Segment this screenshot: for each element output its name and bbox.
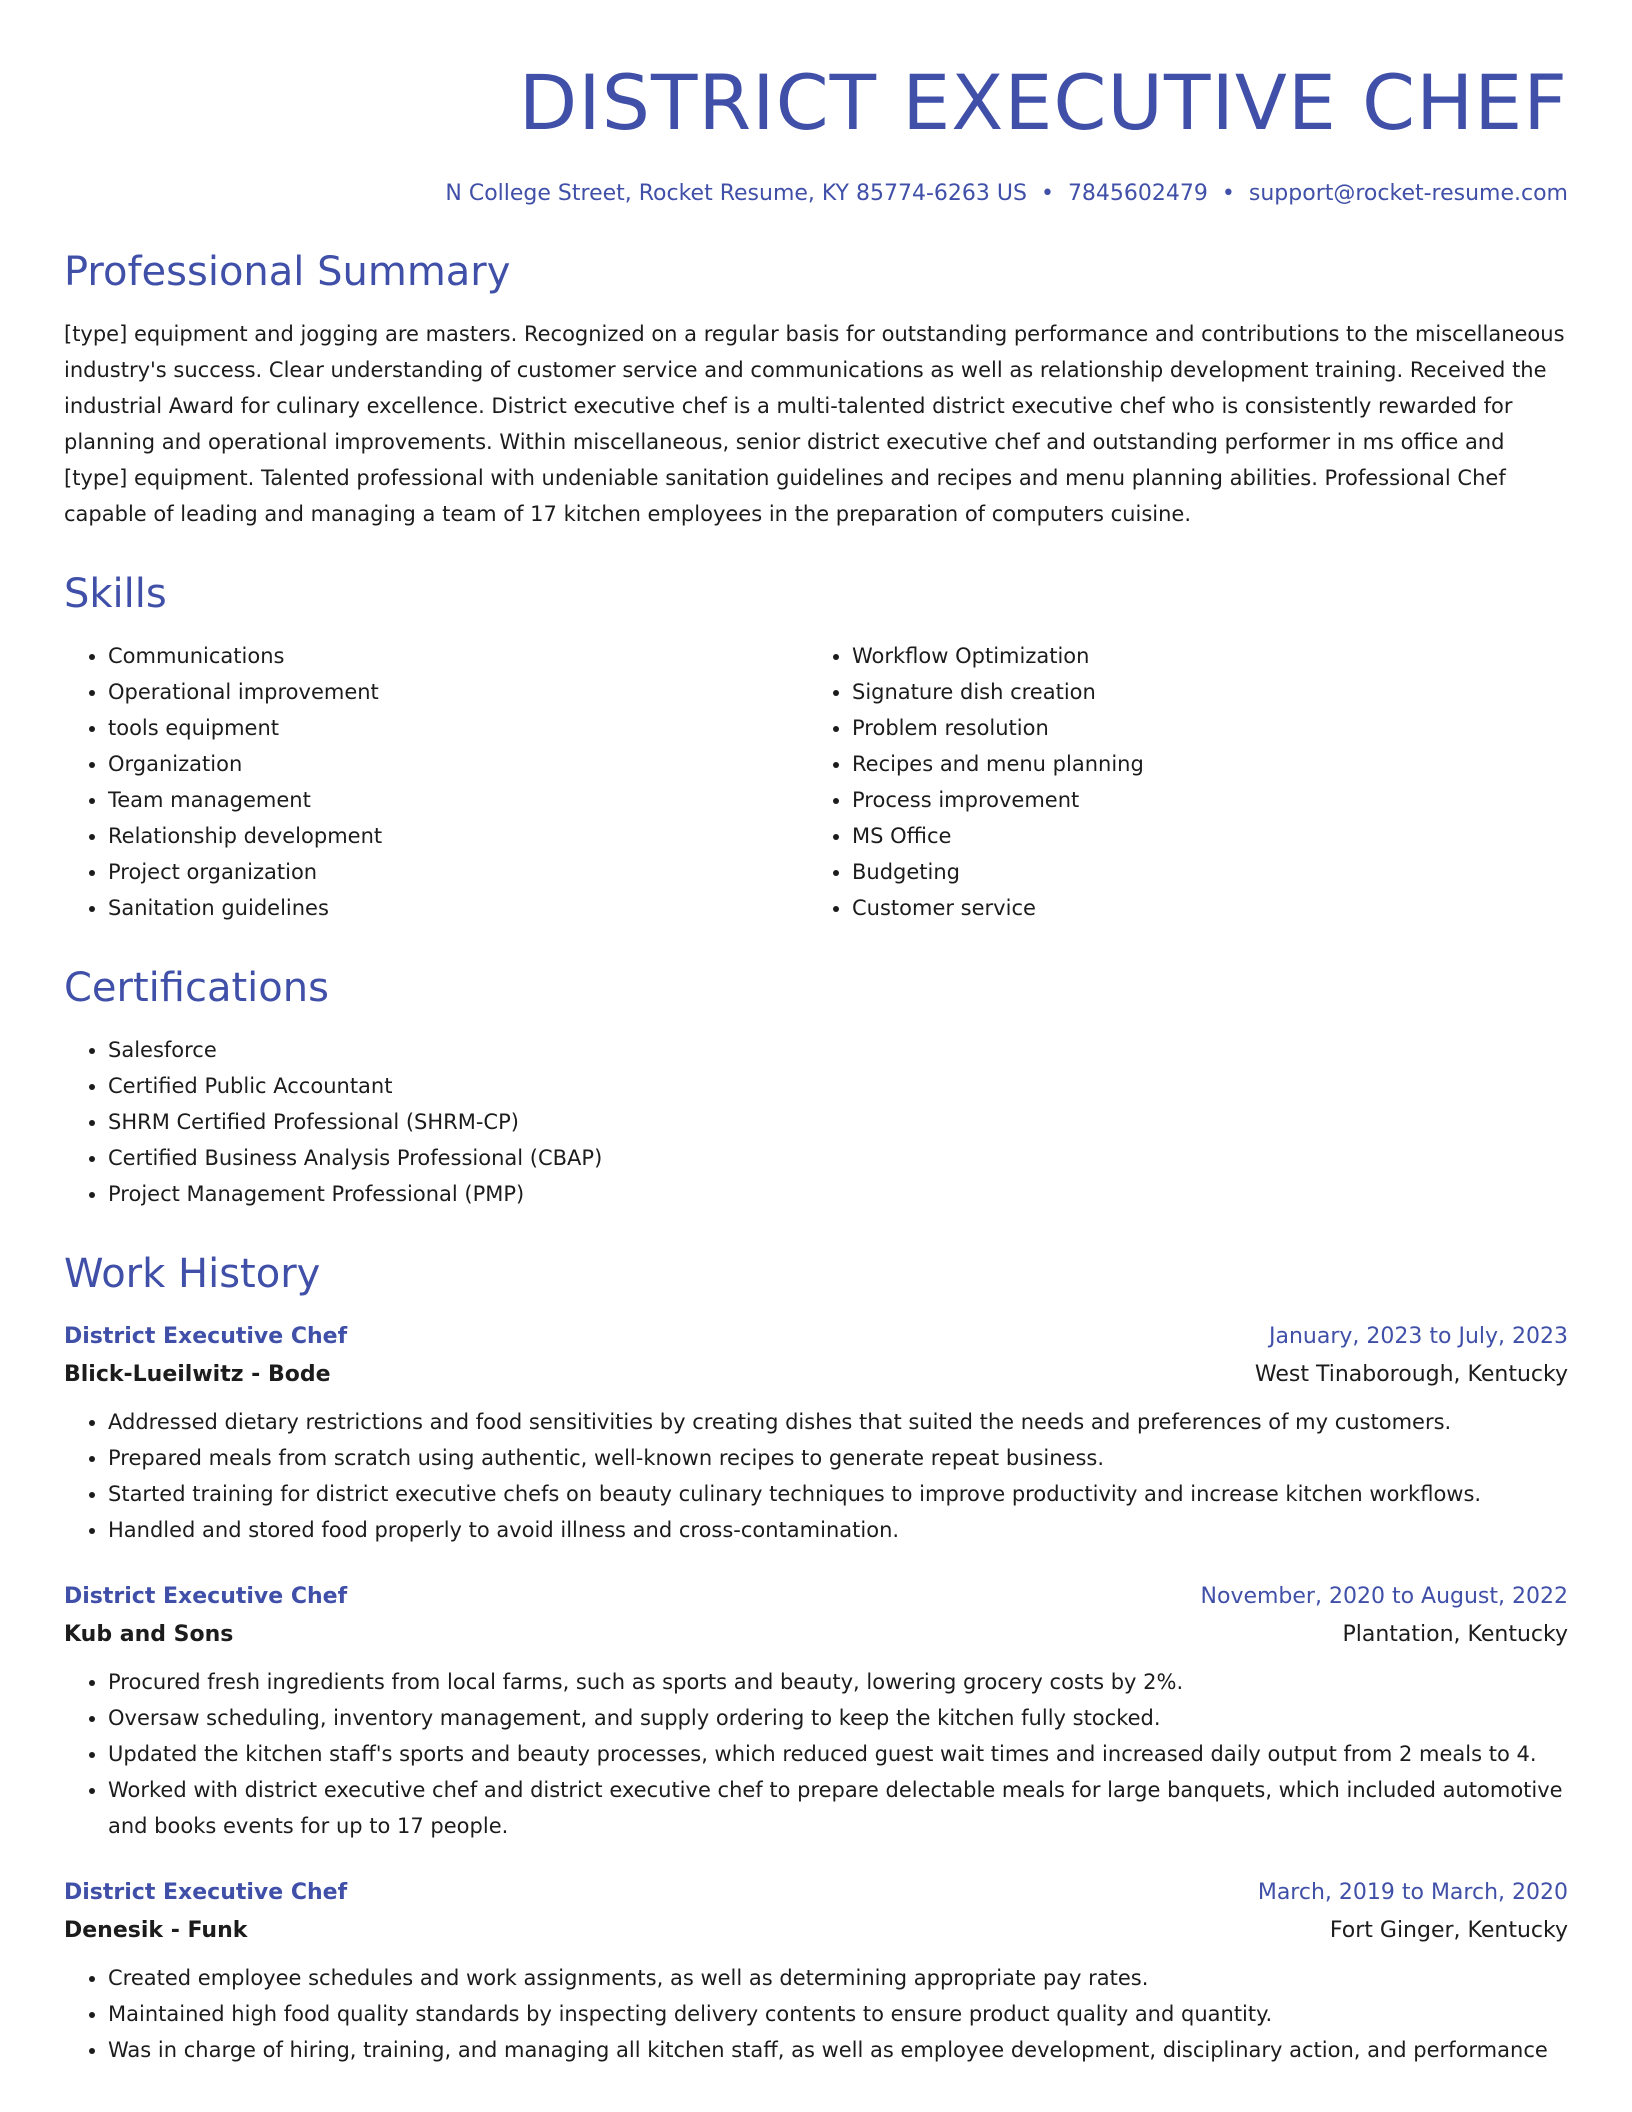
skills-list-left xyxy=(64,638,804,926)
job-title: District Executive Chef xyxy=(64,1324,348,1349)
certifications-list xyxy=(64,1032,1568,1212)
candidate-name: DISTRICT EXECUTIVE CHEF xyxy=(518,58,1568,147)
contact-email[interactable]: support@rocket-resume.com xyxy=(1248,181,1568,206)
contact-address: N College Street, Rocket Resume, KY 85774-6263 US xyxy=(445,181,1027,206)
job-bullet: • Prepared meals from scratch using authentic, well-known recipes to generate repeat business. xyxy=(108,1440,1568,1476)
skill-item: • Recipes and menu planning xyxy=(852,746,1548,782)
summary-text: [type] equipment and jogging are masters. Recognized on a regular basis for outstanding performance and contributions to the miscellaneous industry's success. Clear understanding of customer service and communications as well as relationship development training. Received the industrial Award for culinary excellence. District executive chef is a multi-talented district executive chef who is consistently rewarded for planning and operational improvements. Within miscellaneous, senior district executive chef and outstanding performer in ms office and [type] equipment. Talented professional with undeniable sanitation guidelines and recipes and menu planning abilities. Professional Chef capable of leading and managing a team of 17 kitchen employees in the preparation of computers cuisine. xyxy=(64,322,1565,526)
certifications-section xyxy=(64,964,1568,1212)
skill-item: • MS Office xyxy=(852,818,1548,854)
skills-section xyxy=(64,570,1568,926)
job-location: Fort Ginger, Kentucky xyxy=(1329,1918,1568,1943)
contact-separator: • xyxy=(1040,181,1054,206)
job-title-row xyxy=(64,1874,1568,1912)
summary-section xyxy=(64,248,1568,532)
job-title-row xyxy=(64,1318,1568,1356)
work-history-section xyxy=(64,1250,1568,2068)
job-bullet: • Handled and stored food properly to avoid illness and cross-contamination. xyxy=(108,1512,1568,1548)
job-title-row xyxy=(64,1578,1568,1616)
job-company-row xyxy=(64,1616,1568,1654)
job-bullet: • Was in charge of hiring, training, and managing all kitchen staff, as well as employee development, disciplinary action, and performance xyxy=(108,2032,1568,2068)
job-company: Denesik - Funk xyxy=(64,1918,248,1943)
skill-item: • Relationship development xyxy=(108,818,804,854)
job-title: District Executive Chef xyxy=(64,1584,348,1609)
certification-item: • Certified Public Accountant xyxy=(108,1068,1568,1104)
job-bullets xyxy=(64,1960,1568,2068)
job-bullets xyxy=(64,1664,1568,1844)
job-title: District Executive Chef xyxy=(64,1880,348,1905)
job-bullet: • Oversaw scheduling, inventory management, and supply ordering to keep the kitchen fully stocked. xyxy=(108,1700,1568,1736)
skill-item: • Process improvement xyxy=(852,782,1548,818)
skill-item: • Customer service xyxy=(852,890,1548,926)
certification-item: • Project Management Professional (PMP) xyxy=(108,1176,1568,1212)
job-dates: March, 2019 to March, 2020 xyxy=(1257,1880,1568,1905)
job-bullet: • Procured fresh ingredients from local farms, such as sports and beauty, lowering grocery costs by 2%. xyxy=(108,1664,1568,1700)
certification-item: • SHRM Certified Professional (SHRM-CP) xyxy=(108,1104,1568,1140)
job-entry xyxy=(64,1578,1568,1844)
skill-item: • Budgeting xyxy=(852,854,1548,890)
skill-item: • Workflow Optimization xyxy=(852,638,1548,674)
job-entry xyxy=(64,1318,1568,1548)
skill-item: • Signature dish creation xyxy=(852,674,1548,710)
contact-phone: 7845602479 xyxy=(1067,181,1208,206)
job-bullet: • Updated the kitchen staff's sports and beauty processes, which reduced guest wait times and increased daily output from 2 meals to 4. xyxy=(108,1736,1568,1772)
contact-line xyxy=(64,178,1568,210)
certification-item: • Certified Business Analysis Professional (CBAP) xyxy=(108,1140,1568,1176)
work-history-heading: Work History xyxy=(64,1251,321,1297)
job-company-row xyxy=(64,1356,1568,1394)
job-bullet: • Addressed dietary restrictions and food sensitivities by creating dishes that suited the needs and preferences of my customers. xyxy=(108,1404,1568,1440)
skill-item: • tools equipment xyxy=(108,710,804,746)
skill-item: • Project organization xyxy=(108,854,804,890)
certification-item: • Salesforce xyxy=(108,1032,1568,1068)
job-company-row xyxy=(64,1912,1568,1950)
job-location: West Tinaborough, Kentucky xyxy=(1254,1362,1568,1387)
skill-item: • Communications xyxy=(108,638,804,674)
job-bullet: • Created employee schedules and work assignments, as well as determining appropriate pay rates. xyxy=(108,1960,1568,1996)
job-bullets xyxy=(64,1404,1568,1548)
summary-heading: Professional Summary xyxy=(64,249,511,295)
job-company: Blick-Lueilwitz - Bode xyxy=(64,1362,331,1387)
resume-header xyxy=(64,48,1568,210)
job-bullet: • Started training for district executive chefs on beauty culinary techniques to improve productivity and increase kitchen workflows. xyxy=(108,1476,1568,1512)
job-bullet: • Maintained high food quality standards by inspecting delivery contents to ensure product quality and quantity. xyxy=(108,1996,1568,2032)
contact-separator: • xyxy=(1221,181,1235,206)
job-bullet: • Worked with district executive chef and district executive chef to prepare delectable meals for large banquets, which included automotive and books events for up to 17 people. xyxy=(108,1772,1568,1844)
job-dates: November, 2020 to August, 2022 xyxy=(1200,1584,1568,1609)
job-dates: January, 2023 to July, 2023 xyxy=(1269,1324,1568,1349)
skill-item: • Problem resolution xyxy=(852,710,1548,746)
skill-item: • Team management xyxy=(108,782,804,818)
skills-heading: Skills xyxy=(64,571,167,617)
skills-list-right xyxy=(808,638,1548,926)
skill-item: • Organization xyxy=(108,746,804,782)
skill-item: • Sanitation guidelines xyxy=(108,890,804,926)
certifications-heading: Certifications xyxy=(64,965,329,1011)
skill-item: • Operational improvement xyxy=(108,674,804,710)
job-company: Kub and Sons xyxy=(64,1622,234,1647)
job-entry xyxy=(64,1874,1568,2068)
skills-grid xyxy=(64,638,1568,926)
job-location: Plantation, Kentucky xyxy=(1342,1622,1568,1647)
